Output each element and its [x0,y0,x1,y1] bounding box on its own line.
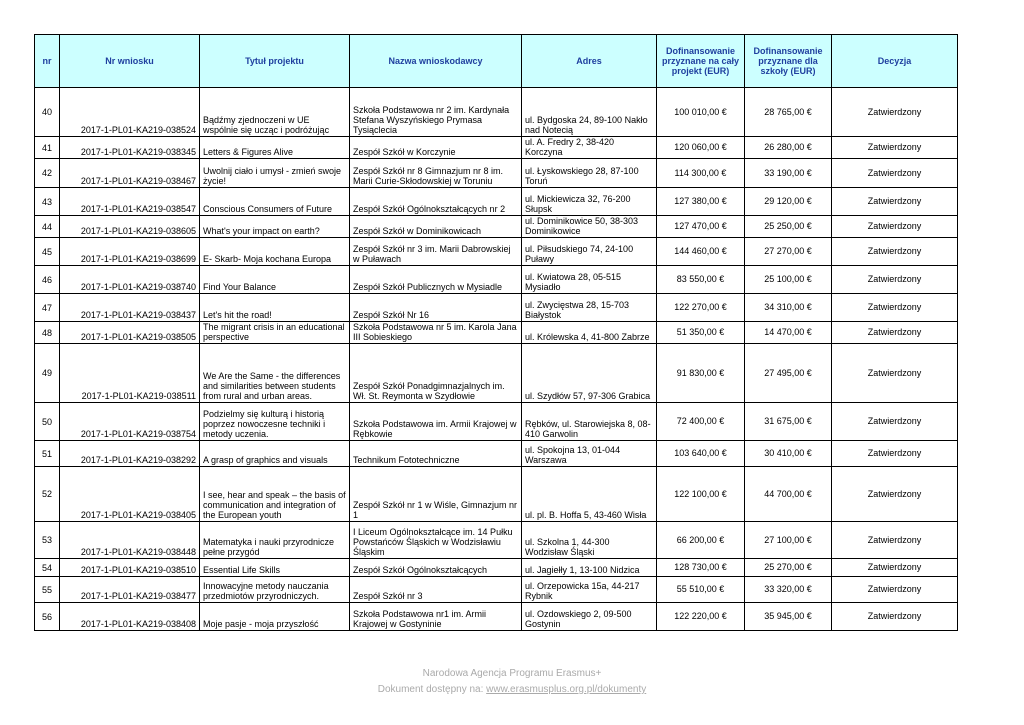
cell-school-funding: 27 495,00 € [745,344,832,403]
cell-nr: 56 [35,603,60,631]
cell-total-funding: 91 830,00 € [657,344,745,403]
cell-address: ul. Kwiatowa 28, 05-515 Mysiadło [522,266,657,294]
header-decision: Decyzja [832,35,958,88]
cell-project-title: E- Skarb- Moja kochana Europa [200,238,350,266]
header-row [35,35,958,88]
cell-nr: 44 [35,216,60,238]
cell-application-number: 2017-1-PL01-KA219-038754 [60,403,200,441]
cell-decision: Zatwierdzony [832,238,958,266]
cell-project-title: I see, hear and speak – the basis of communication and integration of the European youth [200,467,350,522]
cell-project-title: Find Your Balance [200,266,350,294]
header-school-funding: Dofinansowanie przyznane dla szkoły (EUR) [745,35,832,88]
cell-project-title: Matematyka i nauki przyrodnicze pełne przygód [200,522,350,559]
cell-applicant-name: Zespół Szkół Nr 16 [350,294,522,322]
cell-nr: 49 [35,344,60,403]
cell-decision: Zatwierdzony [832,559,958,577]
cell-nr: 48 [35,322,60,344]
cell-school-funding: 14 470,00 € [745,322,832,344]
cell-project-title: Podzielmy się kulturą i historią poprzez nowoczesne techniki i metody uczenia. [200,403,350,441]
cell-nr: 53 [35,522,60,559]
cell-decision: Zatwierdzony [832,403,958,441]
cell-address: ul. Zwycięstwa 28, 15-703 Białystok [522,294,657,322]
cell-applicant-name: Technikum Fototechniczne [350,441,522,467]
cell-school-funding: 33 320,00 € [745,577,832,603]
cell-applicant-name: Zespół Szkół Publicznych w Mysiadle [350,266,522,294]
cell-project-title: Bądźmy zjednoczeni w UE wspólnie się ucząc i podróżując [200,88,350,137]
header-applicant-name: Nazwa wnioskodawcy [350,35,522,88]
footer-line-document [0,684,1024,695]
table-row [35,467,958,522]
cell-total-funding: 103 640,00 € [657,441,745,467]
cell-project-title: Conscious Consumers of Future [200,188,350,216]
cell-total-funding: 100 010,00 € [657,88,745,137]
table-row [35,441,958,467]
cell-decision: Zatwierdzony [832,467,958,522]
cell-school-funding: 33 190,00 € [745,159,832,188]
cell-project-title: Let's hit the road! [200,294,350,322]
cell-decision: Zatwierdzony [832,577,958,603]
table-row [35,88,958,137]
cell-address: ul. A. Fredry 2, 38-420 Korczyna [522,137,657,159]
cell-address: ul. Mickiewicza 32, 76-200 Słupsk [522,188,657,216]
cell-total-funding: 55 510,00 € [657,577,745,603]
cell-address: ul. Szkolna 1, 44-300 Wodzisław Śląski [522,522,657,559]
table-row [35,238,958,266]
cell-application-number: 2017-1-PL01-KA219-038505 [60,322,200,344]
cell-application-number: 2017-1-PL01-KA219-038699 [60,238,200,266]
cell-decision: Zatwierdzony [832,216,958,238]
table-row [35,559,958,577]
cell-project-title: Letters & Figures Alive [200,137,350,159]
header-nr: nr [35,35,60,88]
cell-application-number: 2017-1-PL01-KA219-038448 [60,522,200,559]
cell-total-funding: 127 470,00 € [657,216,745,238]
cell-total-funding: 72 400,00 € [657,403,745,441]
cell-nr: 43 [35,188,60,216]
cell-nr: 52 [35,467,60,522]
cell-application-number: 2017-1-PL01-KA219-038740 [60,266,200,294]
cell-address: ul. Jagiełły 1, 13-100 Nidzica [522,559,657,577]
cell-total-funding: 120 060,00 € [657,137,745,159]
cell-project-title: The migrant crisis in an educational perspective [200,322,350,344]
cell-project-title: A grasp of graphics and visuals [200,441,350,467]
cell-school-funding: 25 100,00 € [745,266,832,294]
cell-address: ul. Piłsudskiego 74, 24-100 Puławy [522,238,657,266]
cell-application-number: 2017-1-PL01-KA219-038605 [60,216,200,238]
cell-school-funding: 29 120,00 € [745,188,832,216]
table-row [35,603,958,631]
cell-address: Rębków, ul. Starowiejska 8, 08-410 Garwolin [522,403,657,441]
cell-applicant-name: Zespół Szkół nr 1 w Wiśle, Gimnazjum nr 1 [350,467,522,522]
cell-decision: Zatwierdzony [832,294,958,322]
cell-decision: Zatwierdzony [832,344,958,403]
cell-applicant-name: Zespół Szkół w Dominikowicach [350,216,522,238]
cell-school-funding: 35 945,00 € [745,603,832,631]
cell-nr: 40 [35,88,60,137]
cell-decision: Zatwierdzony [832,266,958,294]
cell-applicant-name: Zespół Szkół Ogólnokształcących [350,559,522,577]
table-row [35,522,958,559]
grants-table [34,34,958,631]
cell-application-number: 2017-1-PL01-KA219-038437 [60,294,200,322]
cell-school-funding: 27 100,00 € [745,522,832,559]
table-row [35,403,958,441]
cell-total-funding: 51 350,00 € [657,322,745,344]
cell-address: ul. Bydgoska 24, 89-100 Nakło nad Notecią [522,88,657,137]
cell-decision: Zatwierdzony [832,441,958,467]
cell-nr: 41 [35,137,60,159]
cell-application-number: 2017-1-PL01-KA219-038467 [60,159,200,188]
table-row [35,294,958,322]
cell-applicant-name: Zespół Szkół nr 8 Gimnazjum nr 8 im. Marii Curie-Skłodowskiej w Toruniu [350,159,522,188]
cell-address: ul. Królewska 4, 41-800 Zabrze [522,322,657,344]
cell-total-funding: 114 300,00 € [657,159,745,188]
cell-applicant-name: I Liceum Ogólnokształcące im. 14 Pułku Powstańców Śląskich w Wodzisławiu Śląskim [350,522,522,559]
cell-nr: 46 [35,266,60,294]
cell-total-funding: 128 730,00 € [657,559,745,577]
cell-project-title: Innowacyjne metody nauczania przedmiotów przyrodniczych. [200,577,350,603]
cell-nr: 54 [35,559,60,577]
cell-applicant-name: Szkoła Podstawowa nr 5 im. Karola Jana III Sobieskiego [350,322,522,344]
cell-application-number: 2017-1-PL01-KA219-038524 [60,88,200,137]
cell-address: ul. Ozdowskiego 2, 09-500 Gostynin [522,603,657,631]
cell-nr: 45 [35,238,60,266]
cell-applicant-name: Zespół Szkół nr 3 im. Marii Dabrowskiej w Puławach [350,238,522,266]
cell-address: ul. Spokojna 13, 01-044 Warszawa [522,441,657,467]
cell-project-title: Essential Life Skills [200,559,350,577]
cell-nr: 51 [35,441,60,467]
cell-nr: 42 [35,159,60,188]
cell-total-funding: 83 550,00 € [657,266,745,294]
table-row [35,577,958,603]
cell-nr: 47 [35,294,60,322]
cell-school-funding: 25 250,00 € [745,216,832,238]
cell-application-number: 2017-1-PL01-KA219-038547 [60,188,200,216]
cell-application-number: 2017-1-PL01-KA219-038405 [60,467,200,522]
table-row [35,216,958,238]
cell-address: ul. pl. B. Hoffa 5, 43-460 Wisła [522,467,657,522]
cell-total-funding: 122 100,00 € [657,467,745,522]
cell-nr: 55 [35,577,60,603]
table-body [35,88,958,631]
cell-decision: Zatwierdzony [832,322,958,344]
cell-nr: 50 [35,403,60,441]
table-row [35,159,958,188]
cell-school-funding: 31 675,00 € [745,403,832,441]
table-row [35,344,958,403]
cell-decision: Zatwierdzony [832,88,958,137]
table-row [35,266,958,294]
cell-application-number: 2017-1-PL01-KA219-038477 [60,577,200,603]
cell-address: ul. Orzepowicka 15a, 44-217 Rybnik [522,577,657,603]
cell-application-number: 2017-1-PL01-KA219-038510 [60,559,200,577]
cell-total-funding: 122 270,00 € [657,294,745,322]
cell-decision: Zatwierdzony [832,137,958,159]
cell-school-funding: 28 765,00 € [745,88,832,137]
table-row [35,322,958,344]
header-address: Adres [522,35,657,88]
cell-project-title: Moje pasje - moja przyszłość [200,603,350,631]
cell-applicant-name: Szkoła Podstawowa im. Armii Krajowej w Rębkowie [350,403,522,441]
cell-total-funding: 122 220,00 € [657,603,745,631]
footer-line-agency: Narodowa Agencja Programu Erasmus+ [422,668,602,679]
cell-address: ul. Łyskowskiego 28, 87-100 Toruń [522,159,657,188]
cell-applicant-name: Zespół Szkół w Korczynie [350,137,522,159]
cell-project-title: Uwolnij ciało i umysł - zmień swoje życie! [200,159,350,188]
cell-project-title: What's your impact on earth? [200,216,350,238]
cell-address: ul. Szydłów 57, 97-306 Grabica [522,344,657,403]
cell-applicant-name: Zespół Szkół nr 3 [350,577,522,603]
cell-total-funding: 66 200,00 € [657,522,745,559]
cell-applicant-name: Szkoła Podstawowa nr1 im. Armii Krajowej w Gostyninie [350,603,522,631]
cell-decision: Zatwierdzony [832,159,958,188]
cell-total-funding: 144 460,00 € [657,238,745,266]
cell-applicant-name: Zespół Szkół Ogólnokształcących nr 2 [350,188,522,216]
cell-school-funding: 27 270,00 € [745,238,832,266]
cell-school-funding: 34 310,00 € [745,294,832,322]
cell-school-funding: 30 410,00 € [745,441,832,467]
cell-application-number: 2017-1-PL01-KA219-038408 [60,603,200,631]
cell-applicant-name: Zespół Szkół Ponadgimnazjalnych im. Wł. St. Reymonta w Szydłowie [350,344,522,403]
cell-address: ul. Dominikowice 50, 38-303 Dominikowice [522,216,657,238]
cell-total-funding: 127 380,00 € [657,188,745,216]
table-row [35,137,958,159]
footer-document-prefix: Dokument dostępny na: [377,684,487,695]
cell-school-funding: 25 270,00 € [745,559,832,577]
table-row [35,188,958,216]
header-total-funding: Dofinansowanie przyznane na cały projekt (EUR) [657,35,745,88]
header-application-number: Nr wniosku [60,35,200,88]
header-project-title: Tytuł projektu [200,35,350,88]
cell-decision: Zatwierdzony [832,522,958,559]
cell-application-number: 2017-1-PL01-KA219-038292 [60,441,200,467]
cell-decision: Zatwierdzony [832,603,958,631]
cell-application-number: 2017-1-PL01-KA219-038511 [60,344,200,403]
cell-applicant-name: Szkoła Podstawowa nr 2 im. Kardynała Stefana Wyszyńskiego Prymasa Tysiąclecia [350,88,522,137]
footer-document-link[interactable]: www.erasmusplus.org.pl/dokumenty [486,684,647,695]
cell-project-title: We Are the Same - the differences and similarities between students from rural and urban areas. [200,344,350,403]
cell-application-number: 2017-1-PL01-KA219-038345 [60,137,200,159]
cell-school-funding: 26 280,00 € [745,137,832,159]
cell-school-funding: 44 700,00 € [745,467,832,522]
cell-decision: Zatwierdzony [832,188,958,216]
